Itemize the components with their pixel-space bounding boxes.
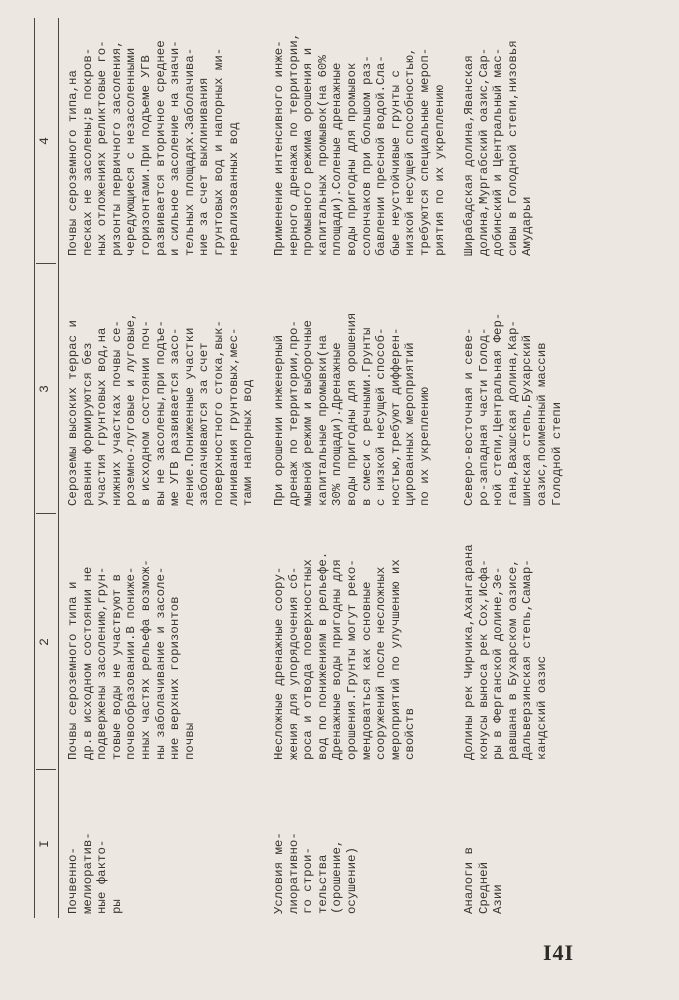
header-col-1: I bbox=[37, 840, 52, 848]
page-number: I4I bbox=[543, 940, 575, 965]
table-cell: Долины рек Чирчика,Ахангарана конусы выноса рек Сох,Исфа- ры в Ферганской долине,Зе- равшана в Бухарском оазисе, Дальверзинская степь,Самар- кандский оазис bbox=[462, 544, 549, 760]
header-rule bbox=[58, 18, 59, 918]
header-col-2: 2 bbox=[37, 638, 52, 646]
table-top-rule bbox=[34, 18, 35, 918]
row-label: Почвенно- мелиоратив- ные факто- ры bbox=[66, 832, 124, 914]
table-cell: При орошении инженерный дренаж по территории,про- мывной режим и выборочные капитальные промывки(на 30% площади).Дренажные воды пригодны для орошения в смеси с речными.Грунты с низкой несущей способ- ностью,требуют дифферен- цированных мероприятий по их укреплению bbox=[272, 312, 432, 506]
table-cell: Сероземы высоких террас и равнин формируются без участия грунтовых вод,на нижних участках почвы се- роземно-луговые и луговые, в исходном состоянии поч- вы не засолены,при подъе- ме УГВ развивается засо- ление.Пониженные участки заболачиваются за счет поверхностного стока,вык- линивания грунтовых,мес- тами напорных вод bbox=[66, 312, 256, 506]
table-cell: Применение интенсивного инже- нерного дренажа по территории, промывного режима орошения и капитальных промывок(на 60% площади).Соленые дренажные воды пригодны для промывок солончаков при большом раз- бавлении пресной водой.Сла- бые неустойчивые грунты с низкой несущей способностью, требуются специальные мероп- риятия по их укреплению bbox=[272, 32, 447, 256]
row-label: Аналоги в Средней Азии bbox=[462, 847, 506, 914]
table-cell: Почвы сероземного типа,на песках не засолены;в покров- ных отложениях реликтовые го- ризонты первичного засоления, чередующиеся с незасоленными горизонтами.При подъеме УГВ развивается вторичное среднее и сильное засоление на значи- тельных площадях.Заболачива- ние за счет выклинивания грунтовых вод и напорных ми- нерализованных вод bbox=[66, 40, 241, 256]
header-col-4: 4 bbox=[37, 137, 52, 145]
soil-conditions-table bbox=[34, 18, 594, 918]
table-cell: Несложные дренажные соору- жения для упорядочения сб- роса и отвода поверхностных вод по понижениям в рельефе. Дренажные воды пригодны для орошения.Грунты могут реко- мендоваться как основные сооружений после несложных мероприятий по улучшению их свойств bbox=[272, 551, 418, 760]
header-col-3: 3 bbox=[37, 385, 52, 393]
row-label: Условия ме- лиоративно- го строи- тельства (орошение, осушение) bbox=[272, 832, 359, 914]
table-cell: Почвы сероземного типа и др.в исходном состоянии не подвержены засолению,грун- товые воды не участвуют в почвообразовании.В пониже- нных частях рельефа возмож- ны заболачивание и засоле- ние верхних горизонтов почвы bbox=[66, 559, 197, 760]
table-cell: Ширабадская долина,Яванская долина,Мургабский оазис,Сар- добинский и Центральный мас- сивы в Голодной степи,низовья Амударьи bbox=[462, 40, 535, 256]
table-cell: Северо-восточная и севе- ро-западная части Голод- ной степи,Центральная Фер- гана,Вахшская долина,Кар- шинская степь,Бухарский оазис,поименный массив Голодной степи bbox=[462, 312, 564, 506]
